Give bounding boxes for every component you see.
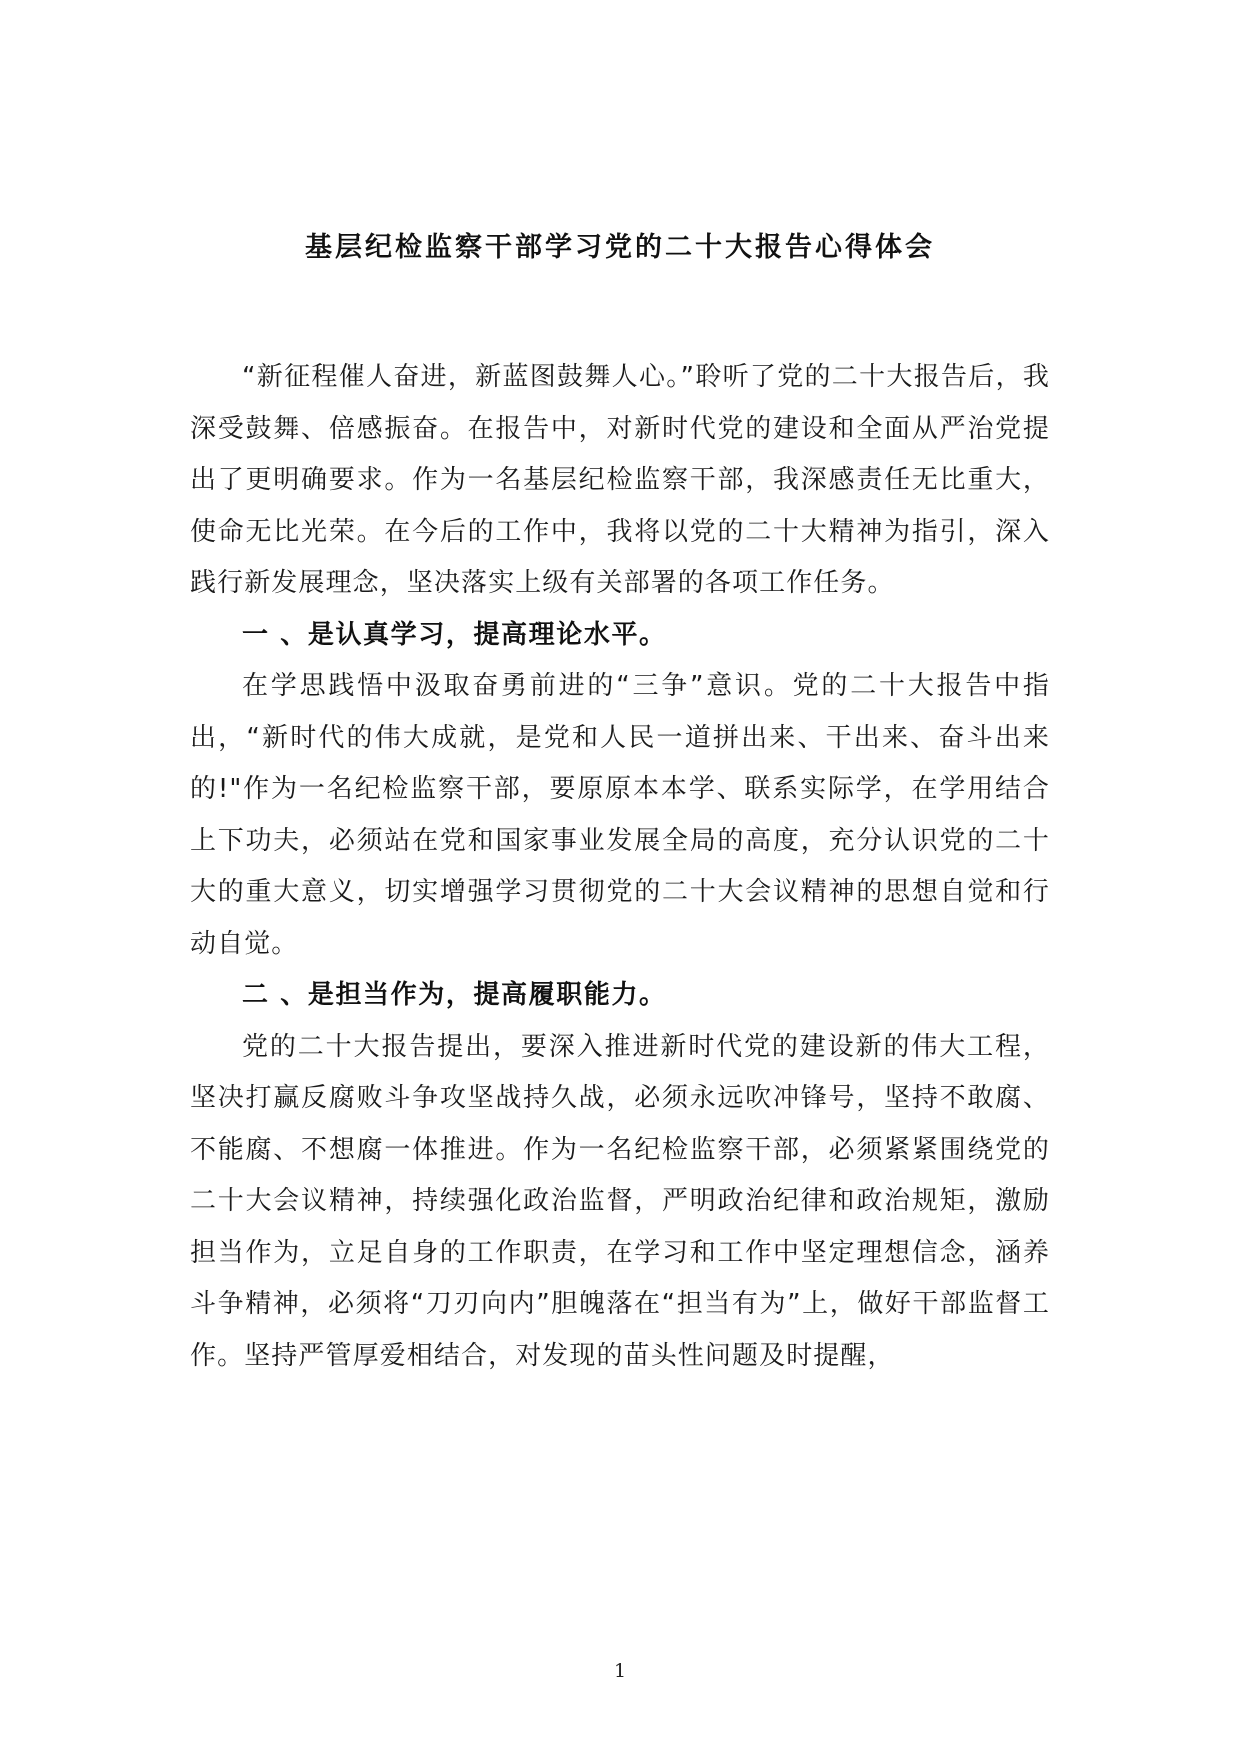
section-heading-1: 一 、是认真学习，提高理论水平。	[242, 619, 667, 650]
document-title: 基层纪检监察干部学习党的二十大报告心得体会	[305, 232, 935, 263]
page-number: 1	[613, 1660, 627, 1682]
section-heading-2: 二 、是担当作为，提高履职能力。	[242, 980, 667, 1010]
paragraph-section-1: 在学思践悟中汲取奋勇前进的“三争”意识。党的二十大报告中指出，“新时代的伟大成就，是党和人民一道拼出来、干出来、奋斗出来的!"作为一名纪检监察干部，要原原本本学、联系实际学，在学用结合上下功夫，必须站在党和国家事业发展全局的高度，充分认识党的二十大的重大意义，切实增强学习贯彻党的二十大会议精神的思想自觉和行动自觉。	[190, 671, 1050, 959]
paragraph-intro: “新征程催人奋进，新蓝图鼓舞人心。”聆听了党的二十大报告后，我深受鼓舞、倍感振奋。在报告中，对新时代党的建设和全面从严治党提出了更明确要求。作为一名基层纪检监察干部，我深感责任无比重大，使命无比光荣。在今后的工作中，我将以党的二十大精神为指引，深入践行新发展理念，坚决落实上级有关部署的各项工作任务。	[190, 362, 1050, 598]
document-body	[190, 352, 1050, 1382]
paragraph-section-2: 党的二十大报告提出，要深入推进新时代党的建设新的伟大工程，坚决打赢反腐败斗争攻坚战持久战，必须永远吹冲锋号，坚持不敢腐、不能腐、不想腐一体推进。作为一名纪检监察干部，必须紧紧围绕党的二十大会议精神，持续强化政治监督，严明政治纪律和政治规矩，激励担当作为，立足自身的工作职责，在学习和工作中坚定理想信念，涵养斗争精神，必须将“刀刃向内”胆魄落在“担当有为”上，做好干部监督工作。坚持严管厚爱相结合，对发现的苗头性问题及时提醒，	[190, 1031, 1050, 1371]
